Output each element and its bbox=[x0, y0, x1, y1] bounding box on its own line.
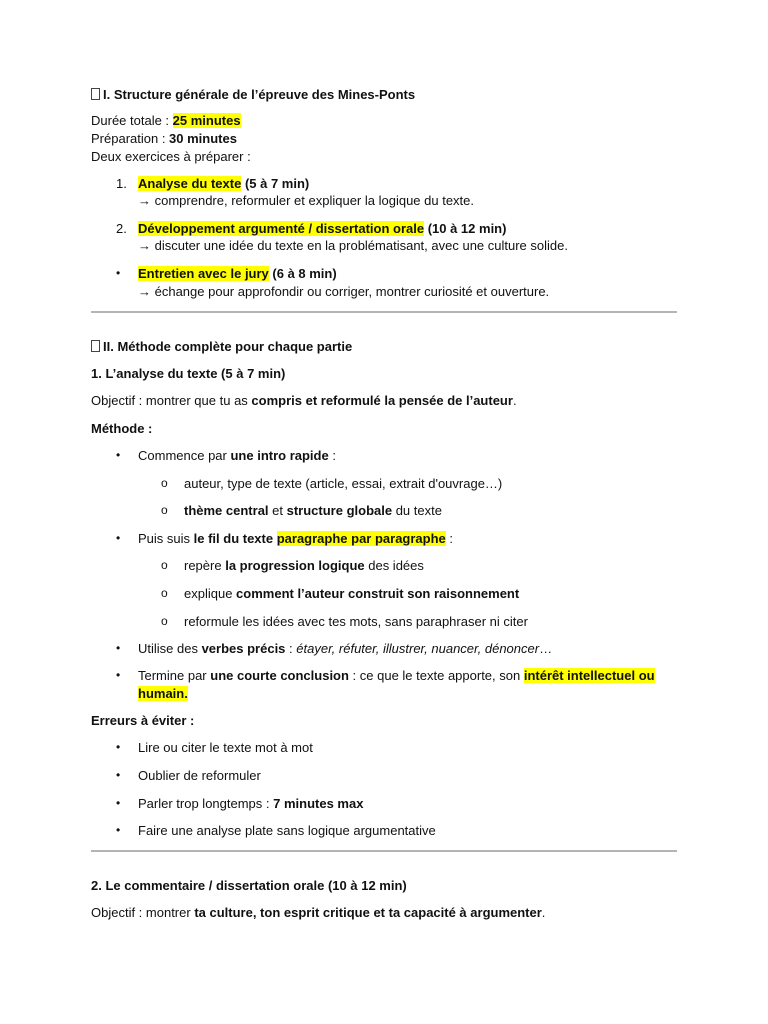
list-item-number: 1. bbox=[116, 176, 127, 191]
subsection1-heading: 1. L’analyse du texte (5 à 7 min) bbox=[91, 366, 286, 381]
list-item: Lire ou citer le texte mot à mot bbox=[138, 740, 313, 755]
circle-bullet-icon: o bbox=[161, 614, 168, 628]
list-item: reformule les idées avec tes mots, sans paraphraser ni citer bbox=[184, 614, 528, 629]
bullet-icon: • bbox=[116, 668, 121, 682]
preparation: Préparation : 30 minutes bbox=[91, 131, 237, 146]
circle-bullet-icon: o bbox=[161, 586, 168, 600]
list-item: explique comment l’auteur construit son raisonnement bbox=[184, 586, 520, 601]
horizontal-divider bbox=[91, 311, 677, 313]
list-item: Commence par une intro rapide : bbox=[138, 448, 336, 463]
bullet-icon: • bbox=[116, 768, 121, 782]
list-item: Utilise des verbes précis : étayer, réfuter, illustrer, nuancer, dénoncer… bbox=[138, 641, 553, 656]
list-item-title: Développement argumenté / dissertation orale (10 à 12 min) bbox=[138, 221, 507, 236]
bullet-icon: • bbox=[116, 266, 121, 280]
duree-totale: Durée totale : 25 minutes bbox=[91, 113, 241, 128]
list-item: Termine par une courte conclusion : ce que le texte apporte, son intérêt intellectuel ou bbox=[138, 668, 655, 683]
list-item-number: 2. bbox=[116, 221, 127, 236]
list-item-desc: → discuter une idée du texte en la problématisant, avec une culture solide. bbox=[138, 238, 568, 253]
section1-heading: I. Structure générale de l’épreuve des Mines-Ponts bbox=[91, 86, 415, 103]
bullet-icon: • bbox=[116, 796, 121, 810]
bullet-icon: • bbox=[116, 740, 121, 754]
list-item: Parler trop longtemps : 7 minutes max bbox=[138, 796, 364, 811]
list-item: auteur, type de texte (article, essai, extrait d'ouvrage…) bbox=[184, 476, 503, 491]
list-item-continuation: humain. bbox=[138, 686, 188, 701]
list-item: Faire une analyse plate sans logique argumentative bbox=[138, 823, 436, 838]
subsection2-heading: 2. Le commentaire / dissertation orale (10 à 12 min) bbox=[91, 878, 407, 893]
bullet-icon: • bbox=[116, 641, 121, 655]
deux-exercices: Deux exercices à préparer : bbox=[91, 149, 251, 164]
list-item-desc: → échange pour approfondir ou corriger, montrer curiosité et ouverture. bbox=[138, 284, 550, 299]
circle-bullet-icon: o bbox=[161, 503, 168, 517]
circle-bullet-icon: o bbox=[161, 476, 168, 490]
circle-bullet-icon: o bbox=[161, 558, 168, 572]
list-item: repère la progression logique des idées bbox=[184, 558, 424, 573]
list-item: Oublier de reformuler bbox=[138, 768, 261, 783]
list-item: thème central et structure globale du texte bbox=[184, 503, 442, 518]
bullet-icon: • bbox=[116, 531, 121, 545]
list-item-title: Analyse du texte (5 à 7 min) bbox=[138, 176, 310, 191]
missing-glyph-icon bbox=[91, 340, 100, 352]
objectif-analyse: Objectif : montrer que tu as compris et reformulé la pensée de l’auteur. bbox=[91, 393, 517, 408]
methode-label: Méthode : bbox=[91, 421, 153, 436]
bullet-icon: • bbox=[116, 448, 121, 462]
list-item-title: Entretien avec le jury (6 à 8 min) bbox=[138, 266, 337, 281]
erreurs-label: Erreurs à éviter : bbox=[91, 713, 195, 728]
list-item-desc: → comprendre, reformuler et expliquer la logique du texte. bbox=[138, 193, 475, 208]
bullet-icon: • bbox=[116, 823, 121, 837]
missing-glyph-icon bbox=[91, 88, 100, 100]
objectif-dissertation: Objectif : montrer ta culture, ton esprit critique et ta capacité à argumenter. bbox=[91, 905, 546, 920]
horizontal-divider bbox=[91, 850, 677, 852]
list-item: Puis suis le fil du texte paragraphe par paragraphe : bbox=[138, 531, 454, 546]
section2-heading: II. Méthode complète pour chaque partie bbox=[91, 338, 352, 355]
